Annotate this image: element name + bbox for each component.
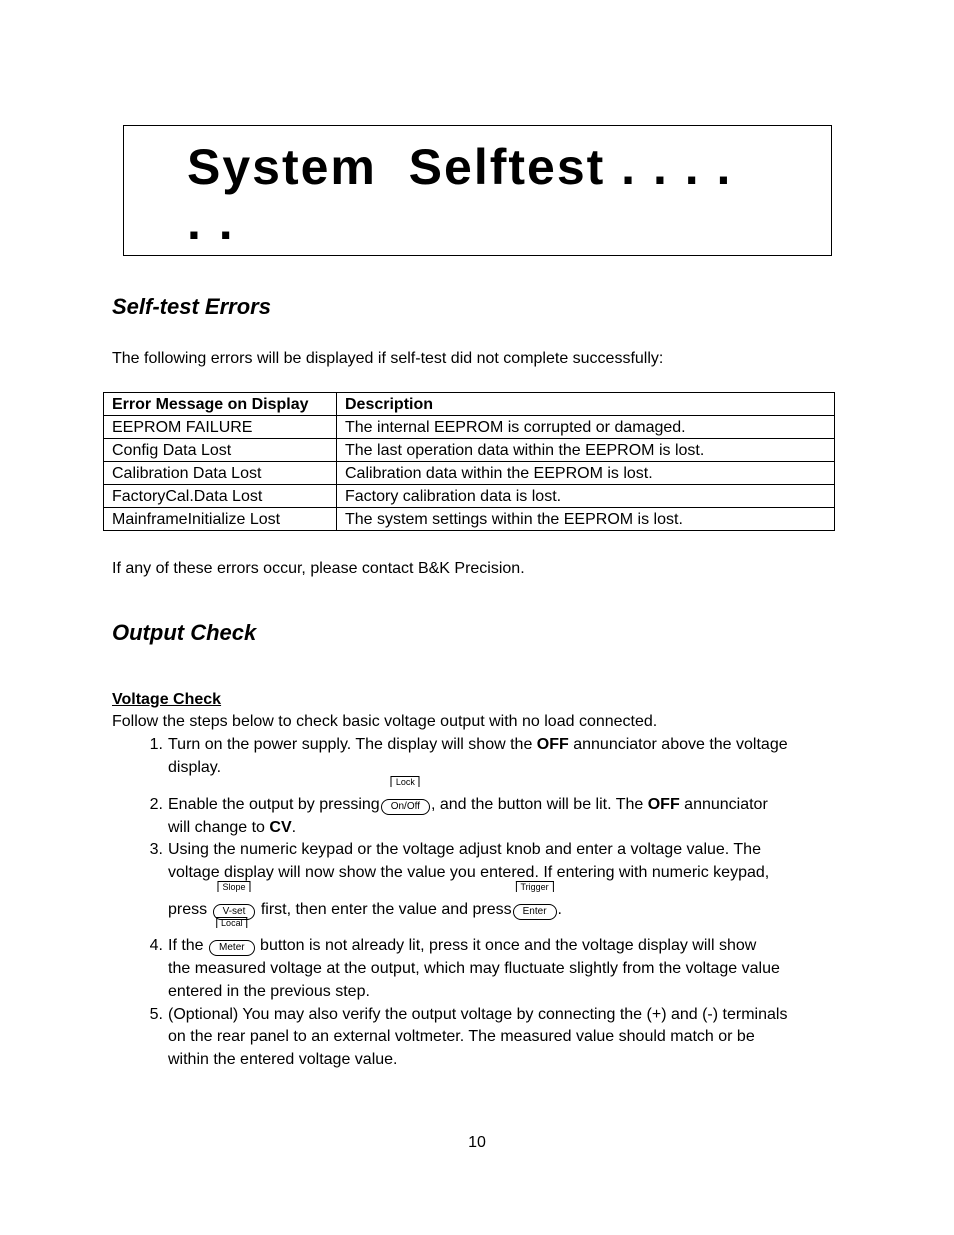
cv-annunciator-label: CV xyxy=(269,819,292,836)
lock-shift-label: Lock xyxy=(391,776,420,787)
table-cell-error: FactoryCal.Data Lost xyxy=(104,485,337,508)
on-off-key-label: On/Off xyxy=(381,799,430,815)
step-3-line1: Using the numeric keypad or the voltage adjust knob and enter a voltage value. The xyxy=(168,841,761,858)
voltage-check-subheading: Voltage Check xyxy=(112,691,222,708)
v-set-key-label: V-set xyxy=(213,904,256,920)
meter-key-icon xyxy=(209,918,255,957)
table-row xyxy=(104,439,835,462)
table-row xyxy=(104,508,835,531)
enter-key-icon xyxy=(513,882,557,921)
selftest-intro: The following errors will be displayed if self-test did not complete successfully: xyxy=(112,350,664,367)
step-number: 3. xyxy=(149,841,163,858)
selftest-heading: Self-test Errors xyxy=(112,294,271,319)
table-cell-error: Config Data Lost xyxy=(104,439,337,462)
table-cell-description: The last operation data within the EEPROM is lost. xyxy=(337,439,835,462)
step-number: 2. xyxy=(149,796,163,813)
table-row xyxy=(104,416,835,439)
step-1-line1 xyxy=(168,733,848,756)
table-header-error: Error Message on Display xyxy=(104,393,337,416)
enter-key-label: Enter xyxy=(513,904,557,920)
step-5-line3: within the entered voltage value. xyxy=(168,1051,398,1068)
table-cell-error: Calibration Data Lost xyxy=(104,462,337,485)
step-2-line1 xyxy=(168,777,848,816)
step-2-line2 xyxy=(168,816,848,839)
step-3-line2: voltage display will now show the value you entered. If entering with numeric keypad, xyxy=(168,864,770,881)
step-text: Enable the output by pressing xyxy=(168,796,380,813)
step-text: first, then enter the value and press xyxy=(256,901,512,918)
step-4-line2: the measured voltage at the output, which may fluctuate slightly from the voltage value xyxy=(168,960,780,977)
output-heading: Output Check xyxy=(112,620,257,645)
step-text: button is not already lit, press it once and the voltage display will show xyxy=(255,937,757,954)
step-text: , and the button will be lit. The xyxy=(430,796,648,813)
step-text: annunciator above the voltage xyxy=(568,736,788,753)
slope-shift-label: Slope xyxy=(217,881,250,892)
selftest-outro: If any of these errors occur, please contact B&K Precision. xyxy=(112,560,525,577)
step-1-line2: display. xyxy=(168,759,222,776)
step-text: . xyxy=(557,901,562,918)
meter-key-label: Meter xyxy=(209,940,255,956)
table-cell-description: The internal EEPROM is corrupted or damaged. xyxy=(337,416,835,439)
table-header-row xyxy=(104,393,835,416)
step-text: annunciator xyxy=(679,796,768,813)
step-number: 5. xyxy=(149,1006,163,1023)
step-4-line3: entered in the previous step. xyxy=(168,983,370,1000)
step-text: press xyxy=(168,901,208,918)
table-cell-description: Factory calibration data is lost. xyxy=(337,485,835,508)
step-5-line2: on the rear panel to an external voltmeter. The measured value should match or be xyxy=(168,1028,755,1045)
table-row xyxy=(104,462,835,485)
table-cell-description: Calibration data within the EEPROM is lost. xyxy=(337,462,835,485)
table-cell-error: EEPROM FAILURE xyxy=(104,416,337,439)
step-5-line1: (Optional) You may also verify the output voltage by connecting the (+) and (-) terminals xyxy=(168,1006,788,1023)
step-text: will change to xyxy=(168,819,270,836)
step-text: If the xyxy=(168,937,204,954)
table-cell-description: The system settings within the EEPROM is lost. xyxy=(337,508,835,531)
step-4-line1 xyxy=(168,918,848,957)
local-shift-label: Local xyxy=(216,917,248,928)
step-number: 4. xyxy=(149,937,163,954)
table-cell-error: MainframeInitialize Lost xyxy=(104,508,337,531)
display-text-line1: System Selftest . . . . xyxy=(187,139,733,195)
on-off-key-icon xyxy=(381,777,430,816)
table-row xyxy=(104,485,835,508)
error-table xyxy=(103,392,835,531)
trigger-shift-label: Trigger xyxy=(516,881,554,892)
voltage-check-intro: Follow the steps below to check basic voltage output with no load connected. xyxy=(112,713,658,730)
step-number: 1. xyxy=(149,736,163,753)
table-header-description: Description xyxy=(337,393,835,416)
step-text: Turn on the power supply. The display will show the xyxy=(168,736,537,753)
step-text: . xyxy=(291,819,297,836)
step-3-line3 xyxy=(168,882,848,921)
off-annunciator-label: OFF xyxy=(536,736,569,753)
off-annunciator-label: OFF xyxy=(647,796,680,813)
display-text-line2: . . xyxy=(187,194,235,250)
page-number: 10 xyxy=(468,1134,486,1151)
